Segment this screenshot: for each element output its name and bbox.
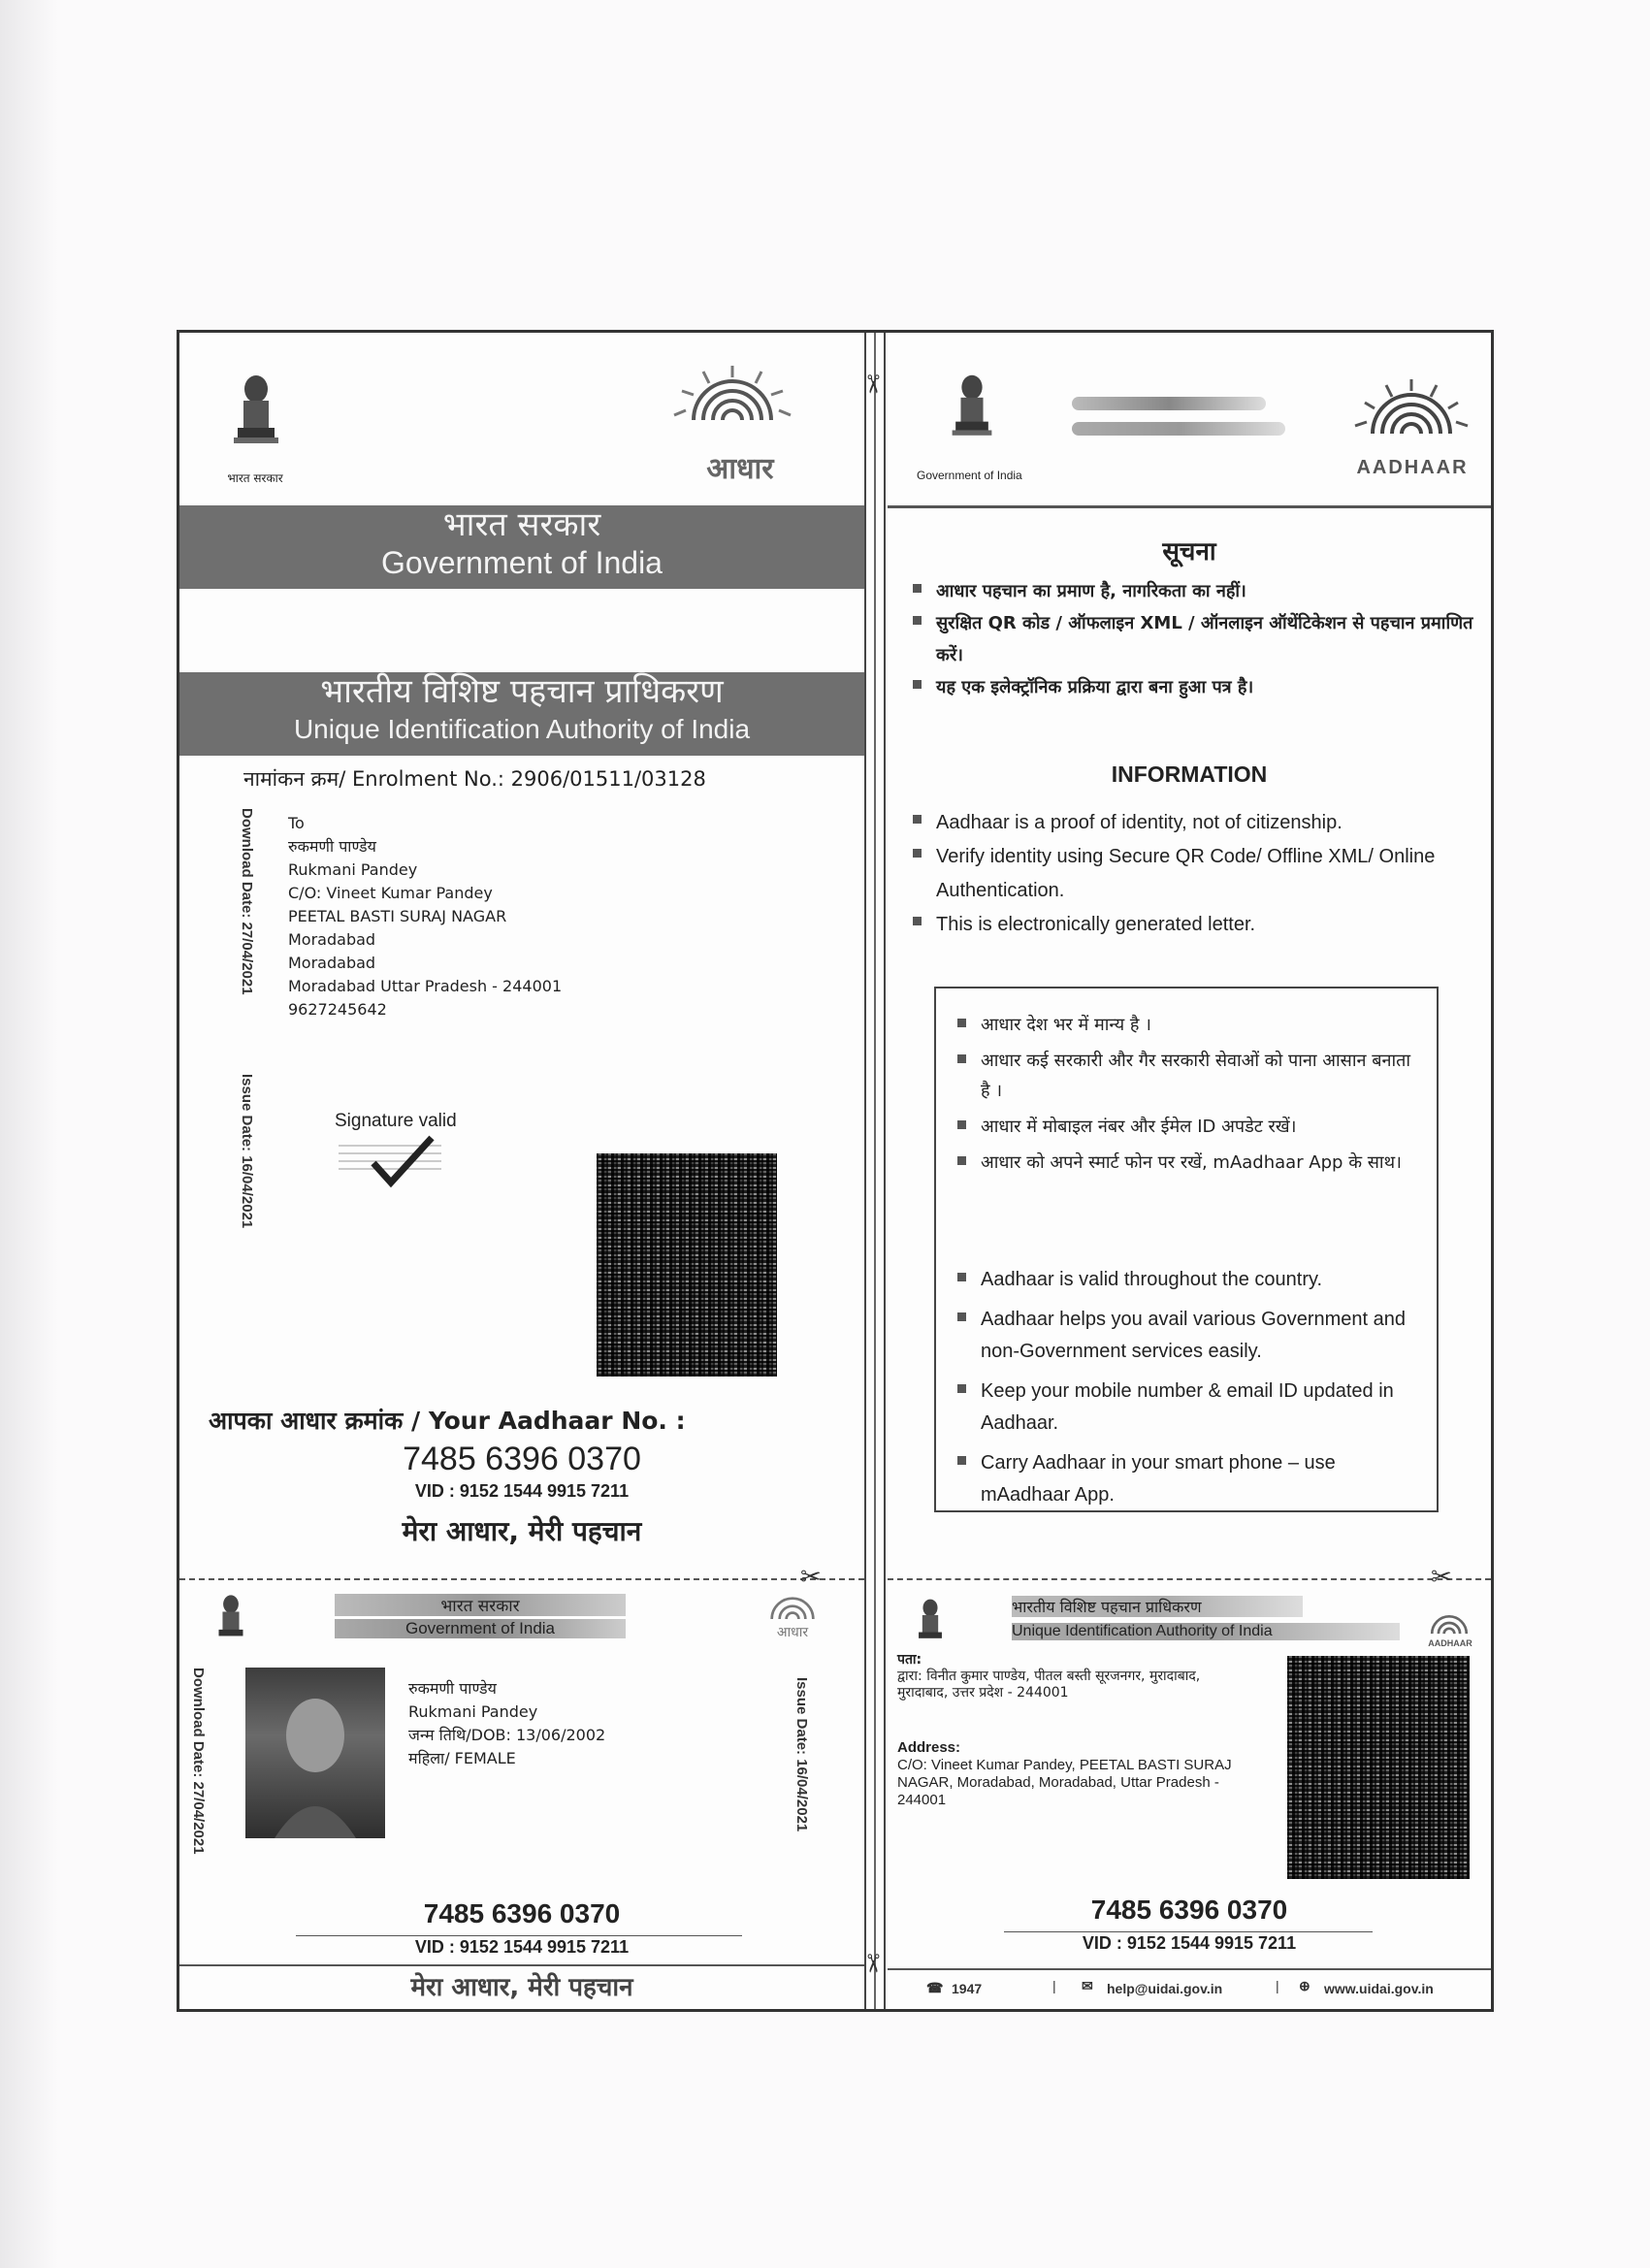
card-issue-date: Issue Date: 16/04/2021 xyxy=(793,1677,810,1832)
card-address-english xyxy=(897,1739,1246,1809)
card-aadhaar-number: 7485 6396 0370 xyxy=(1090,1895,1288,1925)
aadhaar-logo-text: आधार xyxy=(706,452,774,486)
information-item: Verify identity using Secure QR Code/ Offline XML/ Online Authentication. xyxy=(911,840,1485,908)
info-box-hindi-list xyxy=(955,1010,1421,1178)
phone-icon: ☎ xyxy=(926,1980,944,1995)
card-vid-number: VID : 9152 1544 9915 7211 xyxy=(1082,1933,1297,1953)
globe-icon: ⊕ xyxy=(1299,1978,1310,1993)
address-line: C/O: Vineet Kumar Pandey xyxy=(288,884,493,902)
aadhaar-logo-text: AADHAAR xyxy=(1356,457,1469,478)
scissors-icon: ✂ xyxy=(1431,1563,1452,1592)
scissors-icon: ✂ xyxy=(800,1563,822,1592)
aadhaar-fingerprint-icon xyxy=(1415,1604,1483,1642)
aadhaar-number: 7485 6396 0370 xyxy=(403,1441,641,1477)
info-box-item: आधार में मोबाइल नंबर और ईमेल ID अपडेट रखें। xyxy=(955,1112,1421,1142)
holder-gender: महिला/ FEMALE xyxy=(408,1749,516,1767)
uidai-english: Unique Identification Authority of India xyxy=(293,714,751,744)
holder-name-hindi: रुकमणी पाण्डेय xyxy=(408,1679,497,1698)
address-line: PEETAL BASTI SURAJ NAGAR xyxy=(288,907,507,925)
information-item: Aadhaar is a proof of identity, not of citizenship. xyxy=(911,806,1485,840)
suchna-title: सूचना xyxy=(1162,537,1216,567)
header-rule xyxy=(888,505,1491,508)
card-logo-text: AADHAAR xyxy=(1428,1638,1472,1648)
info-box-item: आधार को अपने स्मार्ट फोन पर रखें, mAadhaar App के साथ। xyxy=(955,1148,1421,1178)
card-aadhaar-number: 7485 6396 0370 xyxy=(423,1898,621,1928)
card-gov-english: Government of India xyxy=(335,1619,626,1638)
your-aadhaar-label: आपका आधार क्रमांक / Your Aadhaar No. : xyxy=(209,1407,686,1435)
address-line: Moradabad Uttar Pradesh - 244001 xyxy=(288,977,563,995)
address-line: Moradabad xyxy=(288,930,376,949)
national-emblem-icon xyxy=(942,368,1002,455)
card-address-hindi xyxy=(897,1652,1246,1701)
information-item: This is electronically generated letter. xyxy=(911,908,1485,942)
address-hindi: द्वारा: विनीत कुमार पाण्डेय, पीतल बस्ती सूरजनगर, मुरादाबाद, मुरादाबाद, उत्तर प्रदेश - 244001 xyxy=(897,1669,1201,1701)
info-box-item: आधार कई सरकारी और गैर सरकारी सेवाओं को पाना आसान बनाता है । xyxy=(955,1046,1421,1106)
government-hindi: भारत सरकार xyxy=(442,505,601,544)
recipient-address xyxy=(288,812,562,1021)
phone-number: 1947 xyxy=(952,1981,983,1996)
cut-line xyxy=(888,1578,1491,1580)
download-date: Download Date: 27/04/2021 xyxy=(239,808,255,995)
card-logo-text: आधार xyxy=(776,1625,809,1640)
enrolment-number: नामांकन क्रम/ Enrolment No.: 2906/01511/03128 xyxy=(243,767,706,791)
suchna-item: आधार पहचान का प्रमाण है, नागरिकता का नहीं। xyxy=(911,575,1483,607)
holder-name-english: Rukmani Pandey xyxy=(408,1702,538,1721)
scissors-icon: ✂ xyxy=(857,373,887,395)
aadhaar-card-front xyxy=(179,1584,864,2009)
website-link[interactable]: www.uidai.gov.in xyxy=(1324,1981,1434,1996)
info-box-item: Aadhaar is valid throughout the country. xyxy=(955,1264,1421,1296)
card-uidai-english: Unique Identification Authority of India xyxy=(1012,1623,1400,1640)
aadhaar-fingerprint-icon xyxy=(664,362,800,449)
uidai-band xyxy=(179,672,864,756)
signature-check-icon xyxy=(335,1134,470,1192)
cut-line xyxy=(179,1578,864,1580)
suchna-list xyxy=(911,575,1483,703)
emblem-caption: Government of India xyxy=(917,469,1022,482)
address-line: 9627245642 xyxy=(288,1000,387,1019)
info-box-item: Aadhaar helps you avail various Government and non-Government services easily. xyxy=(955,1304,1421,1368)
info-box-item: Keep your mobile number & email ID updated in Aadhaar. xyxy=(955,1376,1421,1440)
aadhaar-fingerprint-icon xyxy=(1343,370,1479,457)
card-number-underline xyxy=(296,1935,742,1936)
address-label-hindi: पता: xyxy=(897,1652,922,1668)
paper-edge-shadow xyxy=(0,0,58,2268)
footer-rule xyxy=(888,1968,1491,1970)
information-title: INFORMATION xyxy=(1111,761,1268,787)
suchna-item: यह एक इलेक्ट्रॉनिक प्रक्रिया द्वारा बना हुआ पत्र है। xyxy=(911,671,1483,703)
holder-photo xyxy=(245,1668,385,1838)
redacted-strip xyxy=(1072,397,1266,410)
national-emblem-icon xyxy=(209,1590,253,1654)
address-line: Rukmani Pandey xyxy=(288,860,418,879)
emblem-caption: भारत सरकार xyxy=(227,471,283,485)
card-tagline: मेरा आधार, मेरी पहचान xyxy=(410,1973,633,2002)
card-vid-number: VID : 9152 1544 9915 7211 xyxy=(414,1937,630,1957)
aadhaar-card-back xyxy=(888,1584,1491,1972)
suchna-item: सुरक्षित QR कोड / ऑफलाइन XML / ऑनलाइन ऑथेंटिकेशन से पहचान प्रमाणित करें। xyxy=(911,607,1483,671)
footer-separator: | xyxy=(1276,1978,1279,1993)
card-number-underline xyxy=(1004,1931,1373,1932)
address-label-english: Address: xyxy=(897,1739,961,1756)
info-box xyxy=(934,987,1439,1512)
holder-details xyxy=(408,1677,605,1770)
redacted-strip xyxy=(1072,422,1285,436)
holder-dob: जन्म तिथि/DOB: 13/06/2002 xyxy=(408,1726,606,1744)
address-english: C/O: Vineet Kumar Pandey, PEETAL BASTI SURAJ NAGAR, Moradabad, Moradabad, Uttar Pradesh - 244001 xyxy=(897,1757,1232,1808)
vid-number: VID : 9152 1544 9915 7211 xyxy=(414,1481,630,1501)
card-download-date: Download Date: 27/04/2021 xyxy=(190,1668,207,1855)
tagline: मेरा आधार, मेरी पहचान xyxy=(402,1515,642,1547)
uidai-hindi: भारतीय विशिष्ट पहचान प्राधिकरण xyxy=(320,672,724,711)
footer-separator: | xyxy=(1052,1978,1056,1993)
contact-footer xyxy=(888,1972,1489,2005)
scissors-icon: ✂ xyxy=(857,1953,887,1974)
email-icon: ✉ xyxy=(1082,1978,1093,1993)
government-english: Government of India xyxy=(381,545,663,580)
national-emblem-icon xyxy=(222,368,290,465)
info-box-item: Carry Aadhaar in your smart phone – use mAadhaar App. xyxy=(955,1447,1421,1511)
email-link[interactable]: help@uidai.gov.in xyxy=(1107,1981,1223,1996)
info-box-item: आधार देश भर में मान्य है । xyxy=(955,1010,1421,1040)
issue-date: Issue Date: 16/04/2021 xyxy=(239,1074,255,1229)
left-column xyxy=(179,333,866,2009)
card-qr-code xyxy=(1287,1656,1470,1879)
secure-qr-code xyxy=(597,1153,777,1377)
column-divider xyxy=(864,333,886,2009)
right-column xyxy=(888,333,1491,2009)
card-uidai-hindi: भारतीय विशिष्ट पहचान प्राधिकरण xyxy=(1012,1596,1303,1617)
national-emblem-icon xyxy=(909,1594,952,1656)
address-line: Moradabad xyxy=(288,954,376,972)
government-band xyxy=(179,505,864,589)
card-gov-hindi: भारत सरकार xyxy=(335,1594,626,1616)
address-line: रुकमणी पाण्डेय xyxy=(288,837,376,856)
aadhaar-letter xyxy=(177,330,1494,2012)
info-box-english-list xyxy=(955,1264,1421,1511)
card-footer-line xyxy=(179,1964,864,1966)
information-list xyxy=(911,806,1485,942)
signature-valid-label: Signature valid xyxy=(335,1111,457,1131)
address-line: To xyxy=(288,814,305,832)
